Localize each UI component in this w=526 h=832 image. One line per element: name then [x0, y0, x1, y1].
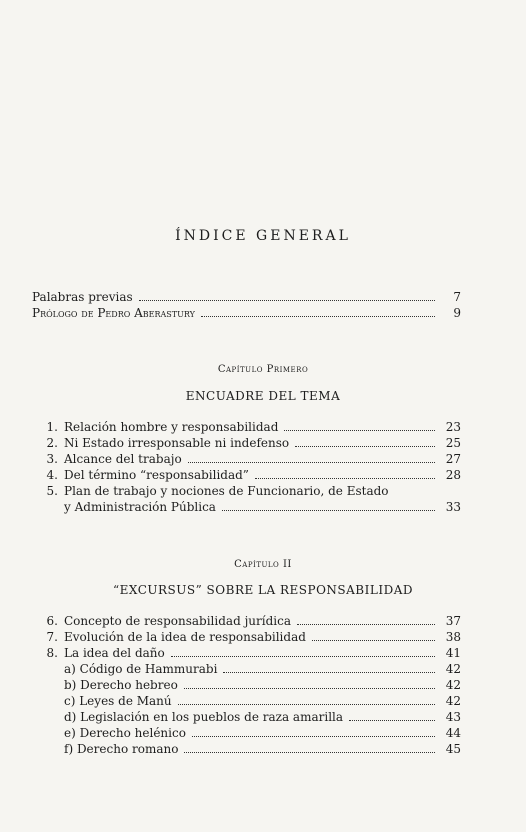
toc-subentry[interactable] — [32, 694, 461, 708]
toc-subentry[interactable] — [32, 678, 461, 692]
toc-entry-label: Palabras previas — [32, 290, 133, 304]
toc-page-number: 44 — [445, 726, 461, 740]
toc-subentry-label: a) Código de Hammurabi — [64, 662, 218, 676]
toc-entry-label: Concepto de responsabilidad jurídica — [64, 614, 291, 628]
toc-entry[interactable] — [32, 614, 461, 628]
toc-entry-number: 4. — [46, 468, 58, 482]
dot-leader — [171, 655, 435, 657]
chapter-title: “EXCURSUS” SOBRE LA RESPONSABILIDAD — [113, 583, 413, 597]
toc-entry-label: y Administración Pública — [64, 500, 216, 514]
toc-entry-number: 5. — [46, 484, 58, 498]
chapter-title: ENCUADRE DEL TEMA — [185, 389, 341, 403]
toc-entry-label: Ni Estado irresponsable ni indefenso — [64, 436, 290, 450]
toc-page-number: 25 — [445, 436, 461, 450]
toc-entry-number: 8. — [46, 646, 58, 660]
toc-entry-label: Del término “responsabilidad” — [64, 468, 249, 482]
toc-page-number: 38 — [445, 630, 461, 644]
dot-leader — [139, 299, 435, 301]
toc-entry-number: 3. — [46, 452, 58, 466]
toc-entry[interactable] — [32, 646, 461, 660]
toc-subentry[interactable] — [32, 742, 461, 756]
dot-leader — [184, 687, 435, 689]
toc-subentry[interactable] — [32, 662, 461, 676]
toc-page-number: 41 — [445, 646, 461, 660]
toc-entry-label: La idea del daño — [64, 646, 165, 660]
toc-subentry-label: c) Leyes de Manú — [64, 694, 172, 708]
toc-subentry[interactable] — [32, 710, 461, 724]
toc-page-number: 43 — [445, 710, 461, 724]
toc-page-number: 42 — [445, 662, 461, 676]
dot-leader — [192, 735, 435, 737]
toc-page-number: 45 — [445, 742, 461, 756]
toc-entry[interactable] — [32, 468, 461, 482]
toc-subentry-label: f) Derecho romano — [64, 742, 179, 756]
toc-entry-number: 1. — [46, 420, 58, 434]
toc-entry-number: 2. — [46, 436, 58, 450]
toc-subentry-label: d) Legislación en los pueblos de raza amarilla — [64, 710, 344, 724]
toc-page-number: 42 — [445, 678, 461, 692]
toc-entry-continued[interactable] — [32, 500, 461, 514]
toc-entry[interactable] — [32, 436, 461, 450]
toc-subentry-label: b) Derecho hebreo — [64, 678, 178, 692]
toc-entry[interactable] — [32, 452, 461, 466]
toc-entry-label: Plan de trabajo y nociones de Funcionario, de Estado — [64, 484, 389, 498]
dot-leader — [223, 671, 435, 673]
dot-leader — [255, 477, 435, 479]
dot-leader — [295, 445, 435, 447]
toc-entry[interactable] — [32, 630, 461, 644]
toc-entry-label: Evolución de la idea de responsabilidad — [64, 630, 306, 644]
dot-leader — [312, 639, 435, 641]
toc-entry-number: 7. — [46, 630, 58, 644]
dot-leader — [297, 623, 435, 625]
toc-page-number: 42 — [445, 694, 461, 708]
dot-leader — [188, 461, 435, 463]
toc-entry[interactable] — [32, 484, 461, 498]
toc-page-number: 9 — [453, 306, 461, 320]
page-title: ÍNDICE GENERAL — [175, 228, 351, 244]
chapter-label: Capítulo II — [234, 559, 292, 570]
toc-entry[interactable] — [32, 420, 461, 434]
toc-page-number: 28 — [445, 468, 461, 482]
toc-entry-label: Prólogo de Pedro Aberastury — [32, 306, 195, 320]
toc-entry-label: Alcance del trabajo — [64, 452, 182, 466]
toc-subentry[interactable] — [32, 726, 461, 740]
toc-subentry-label: e) Derecho helénico — [64, 726, 186, 740]
dot-leader — [349, 719, 435, 721]
toc-entry-label: Relación hombre y responsabilidad — [64, 420, 279, 434]
dot-leader — [222, 509, 435, 511]
toc-page-number: 37 — [445, 614, 461, 628]
toc-entry-palabras-previas[interactable] — [32, 290, 461, 304]
toc-page-number: 27 — [445, 452, 461, 466]
toc-entry-prologo[interactable] — [32, 306, 461, 320]
dot-leader — [284, 429, 435, 431]
toc-page-number: 7 — [453, 290, 461, 304]
toc-entry-number: 6. — [46, 614, 58, 628]
toc-page-number: 23 — [445, 420, 461, 434]
chapter-label: Capítulo Primero — [217, 364, 309, 375]
toc-page-number: 33 — [445, 500, 461, 514]
dot-leader — [201, 315, 435, 317]
dot-leader — [178, 703, 435, 705]
dot-leader — [184, 751, 435, 753]
